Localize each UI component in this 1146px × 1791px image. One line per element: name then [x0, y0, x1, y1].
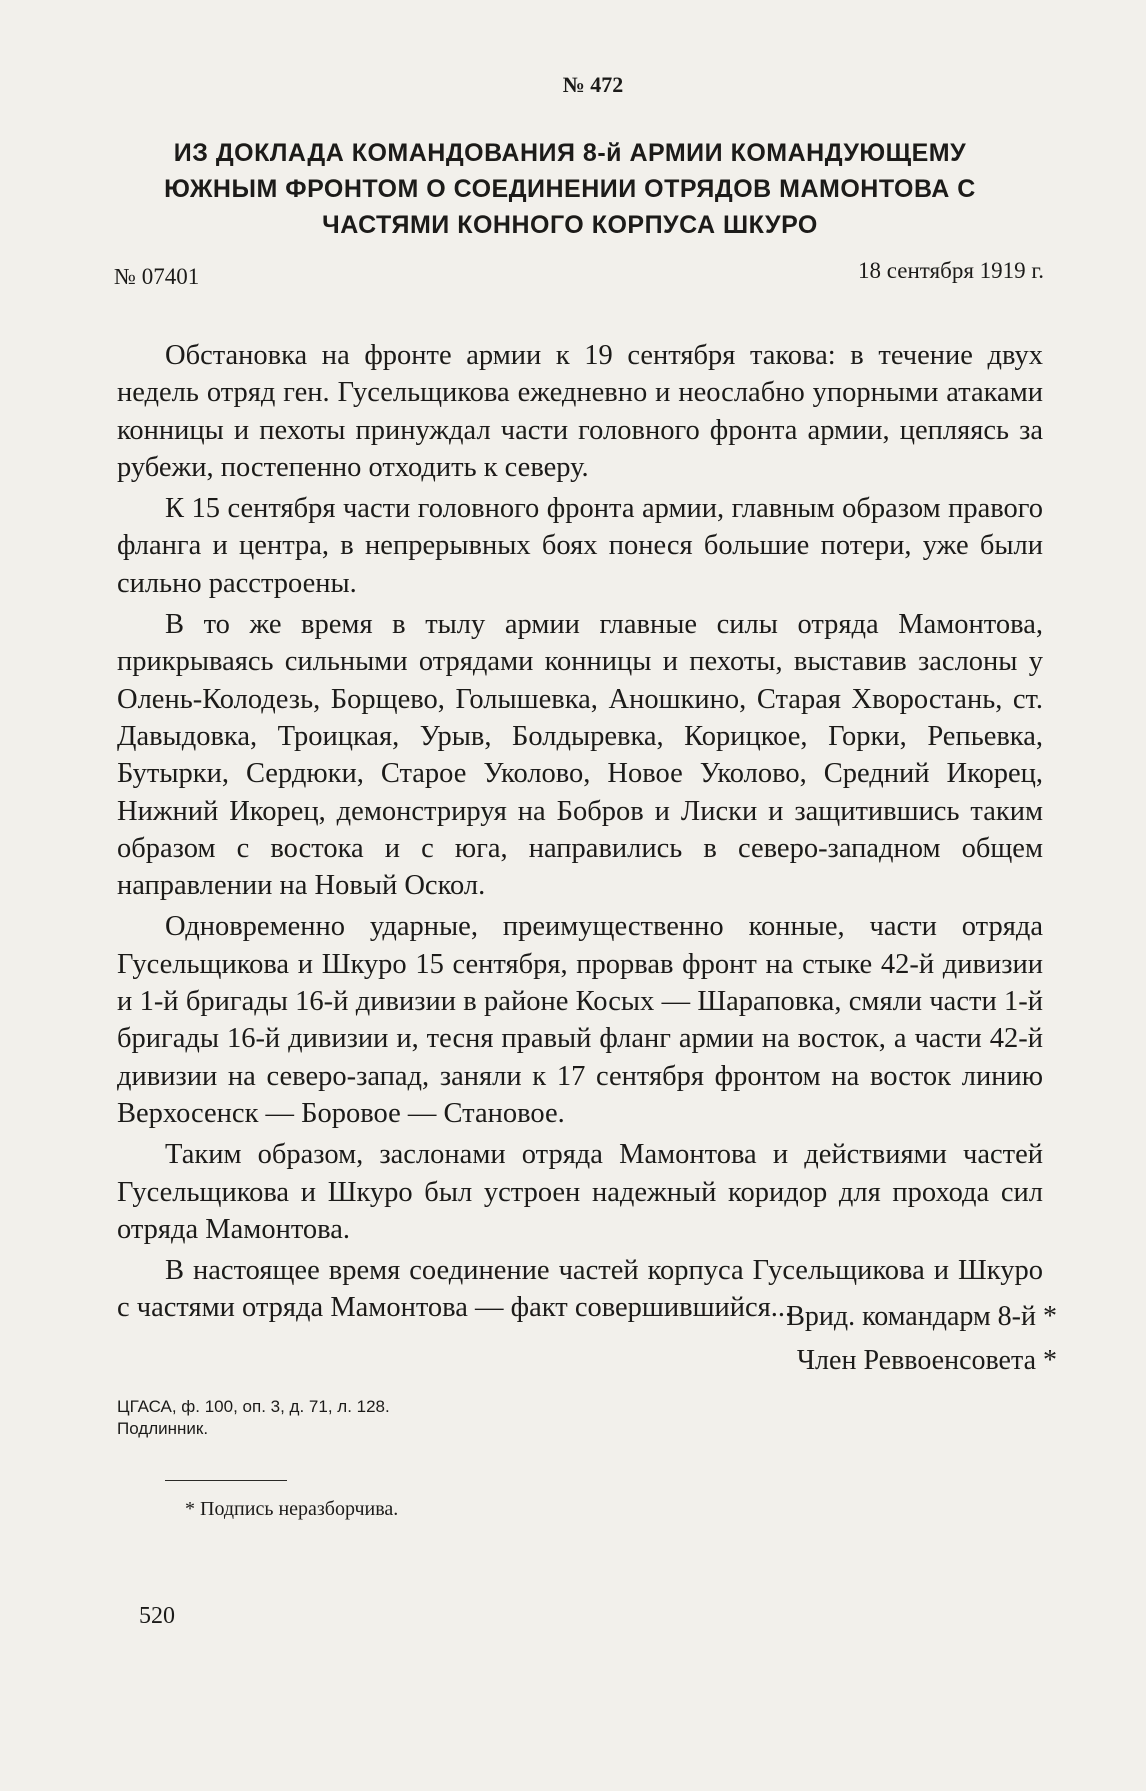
- paragraph-3: В то же время в тылу армии главные силы отряда Мамонтова, прикрываясь сильными отрядами конницы и пехоты, выставив заслоны у Олень-Колодезь, Борщево, Голышевка, Аношкино, Старая Хворостань, ст. Давыдовка, Троицкая, Урыв, Болдыревка, Корицкое, Горки, Репьевка, Бутырки, Сердюки, Старое Уколово, Новое Уколово, Средний Икорец, Нижний Икорец, демонстрируя на Бобров и Лиски и защитившись таким образом с востока и с юга, направились в северо-западном общем направлении на Новый Оскол.: [117, 609, 1043, 902]
- outgoing-number: № 07401: [114, 264, 200, 289]
- paragraph-2: К 15 сентября части головного фронта армии, главным образом правого фланга и центра, в непрерывных боях понеся большие потери, уже были сильно расстроены.: [117, 493, 1043, 599]
- paragraph-6: В настоящее время соединение частей корпуса Гусельщикова и Шкуро с частями отряда Мамонтова — факт совершившийся...: [117, 1255, 1043, 1324]
- page-number: 520: [139, 1603, 175, 1629]
- document-number: № 472: [562, 72, 624, 97]
- archive-note: Подлинник.: [117, 1419, 209, 1438]
- document-title: ИЗ ДОКЛАДА КОМАНДОВАНИЯ 8-й АРМИИ КОМАНДУЮЩЕМУ ЮЖНЫМ ФРОНТОМ О СОЕДИНЕНИИ ОТРЯДОВ МАМОНТОВА С ЧАСТЯМИ КОННОГО КОРПУСА ШКУРО: [164, 139, 976, 239]
- signature-council-member: Член Реввоенсовета *: [796, 1345, 1057, 1376]
- signature-commander: Врид. командарм 8-й *: [786, 1301, 1057, 1332]
- document-date: 18 сентября 1919 г.: [858, 258, 1044, 283]
- document-meta-row: [114, 258, 1044, 292]
- footnote: * Подпись неразборчива.: [185, 1498, 399, 1520]
- archive-reference-block: [117, 1396, 717, 1440]
- footnote-divider: [165, 1480, 287, 1481]
- paragraph-4: Одновременно ударные, преимущественно конные, части отряда Гусельщикова и Шкуро 15 сентября, прорвав фронт на стыке 42-й дивизии и 1-й бригады 16-й дивизии в районе Косых — Шараповка, смяли части 1-й бригады 16-й дивизии и, тесня правый фланг армии на восток, а части 42-й дивизии на северо-запад, заняли к 17 сентября фронтом на восток линию Верхосенск — Боровое — Становое.: [117, 911, 1043, 1129]
- archive-reference: ЦГАСА, ф. 100, оп. 3, д. 71, л. 128.: [117, 1397, 390, 1416]
- paragraph-5: Таким образом, заслонами отряда Мамонтова и действиями частей Гусельщикова и Шкуро был устроен надежный коридор для прохода сил отряда Мамонтова.: [117, 1139, 1043, 1245]
- signature-block: [117, 1295, 1057, 1383]
- paragraph-1: Обстановка на фронте армии к 19 сентября такова: в течение двух недель отряд ген. Гусельщикова ежедневно и неослабно упорными атаками конницы и пехоты принуждал части головного фронта армии, цепляясь за рубежи, постепенно отходить к северу.: [117, 340, 1043, 483]
- document-body: [117, 337, 1043, 1331]
